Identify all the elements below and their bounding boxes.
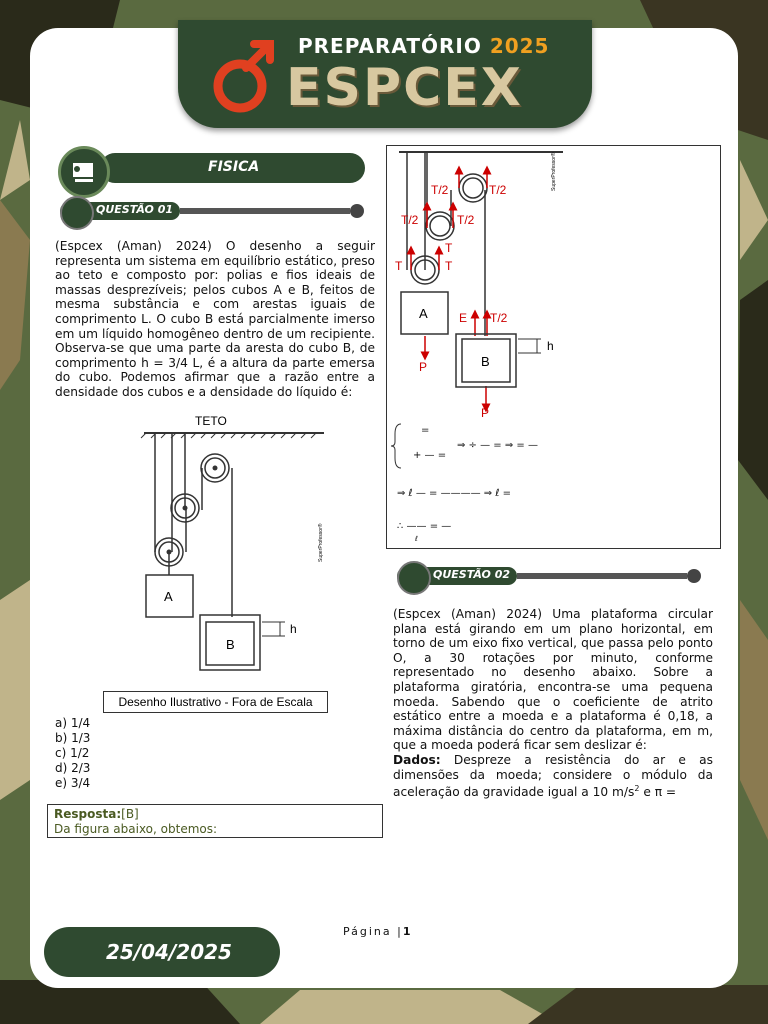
answer-box [47,804,383,838]
t2-label-5: T/2 [490,311,508,325]
t-label-1: T [395,259,403,273]
answer-line: Resposta:[B] [54,807,139,821]
option-b[interactable]: b) 1/3 [55,731,91,745]
t-label-3: T [445,241,453,255]
t-label-2: T [445,259,453,273]
arrow-logo-icon [208,38,278,118]
watermark-text: SuperProfessor® [318,523,324,562]
solution-cube-a: A [419,306,428,321]
question-2-label: QUESTÃO 02 [433,568,511,581]
question-1-bar [60,202,370,220]
teacher-icon [58,146,110,198]
question-1-label: QUESTÃO 01 [96,203,174,216]
teto-label: TETO [195,414,227,428]
t2-label-1: T/2 [401,213,419,227]
option-e[interactable]: e) 3/4 [55,776,91,790]
p-label-2: P [481,406,490,420]
t2-label-4: T/2 [489,183,507,197]
equation-1: = [421,425,430,436]
e-label: E [459,311,468,325]
equation-5-subscript: ℓ [415,535,418,543]
question-badge-icon [60,196,94,230]
t2-label-3: T/2 [431,183,449,197]
question-2-bar [397,567,707,585]
option-d[interactable]: d) 2/3 [55,761,91,775]
options-list [55,716,90,791]
answer-text: Da figura abaixo, obtemos: [54,822,218,836]
cube-a-label: A [164,589,173,604]
equation-2: + — = [413,450,447,461]
question-2-statement: (Espcex (Aman) 2024) Uma plataforma circular plana está girando em um plano horizontal, em torno de um eixo fixo vertical, que passa pelo ponto O, a 30 rotações por minuto, conforme representado no desenho abaixo. Sobre a plataforma giratória, encontra-se uma pequena moeda. Sabendo que o coeficiente de atrito estático entre a moeda e a plataforma é 0,18, a máxima distância do centro da plataforma, em m, que a moeda poderá ficar sem deslizar é: [393,607,713,753]
cube-b-label: B [226,637,235,652]
header-subtitle: PREPARATÓRIO 2025 [298,34,550,58]
figure-caption: Desenho Ilustrativo - Fora de Escala [103,691,328,713]
p-label-1: P [419,360,428,374]
solution-watermark: SuperProfessor® [551,152,557,191]
solution-cube-b: B [481,354,490,369]
pulley-figure [140,412,340,687]
equation-4: ⇒ ℓ — = ———— ⇒ ℓ = [397,488,512,499]
header-banner [178,20,592,128]
t2-label-2: T/2 [457,213,475,227]
page-number: Página |1 [343,925,413,938]
option-c[interactable]: c) 1/2 [55,746,90,760]
solution-box [386,145,721,549]
question-1-statement: (Espcex (Aman) 2024) O desenho a seguir representa um sistema em equilíbrio estático, preso ao teto e composto por: polias e fios ideais de massas desprezíveis; pelos cubos A e B, feitos de mesma substância e com arestas iguais de comprimento L. O cubo B está parcialmente imerso em um líquido homogêneo dentro de um recipiente. Observa-se que uma parte da aresta do cubo B, de comprimento h = 3/4 L, é a altura da parte emersa do cubo. Podemos afirmar que a razão entre a densidade dos cubos e a densidade do líquido é: [55,239,375,399]
force-diagram [387,146,720,548]
h-label: h [290,622,297,636]
section-bar [100,153,365,183]
equation-5: ∴ —— = — [397,521,452,532]
section-label: FISICA [208,159,260,175]
equation-3: ⇒ ÷ — = ⇒ = — [457,440,538,451]
date-text: 25/04/2025 [106,940,232,964]
option-a[interactable]: a) 1/4 [55,716,91,730]
header-title: ESPCEX [286,58,523,118]
solution-h-label: h [547,339,554,353]
question-2-dados: Dados: Despreze a resistência do ar e as dimensões da moeda; considere o módulo da aceleração da gravidade igual a 10 $m/s^2$ e π = [393,753,713,800]
date-badge [44,927,280,977]
dados-label: Dados: [393,753,441,767]
question-badge-icon [397,561,431,595]
